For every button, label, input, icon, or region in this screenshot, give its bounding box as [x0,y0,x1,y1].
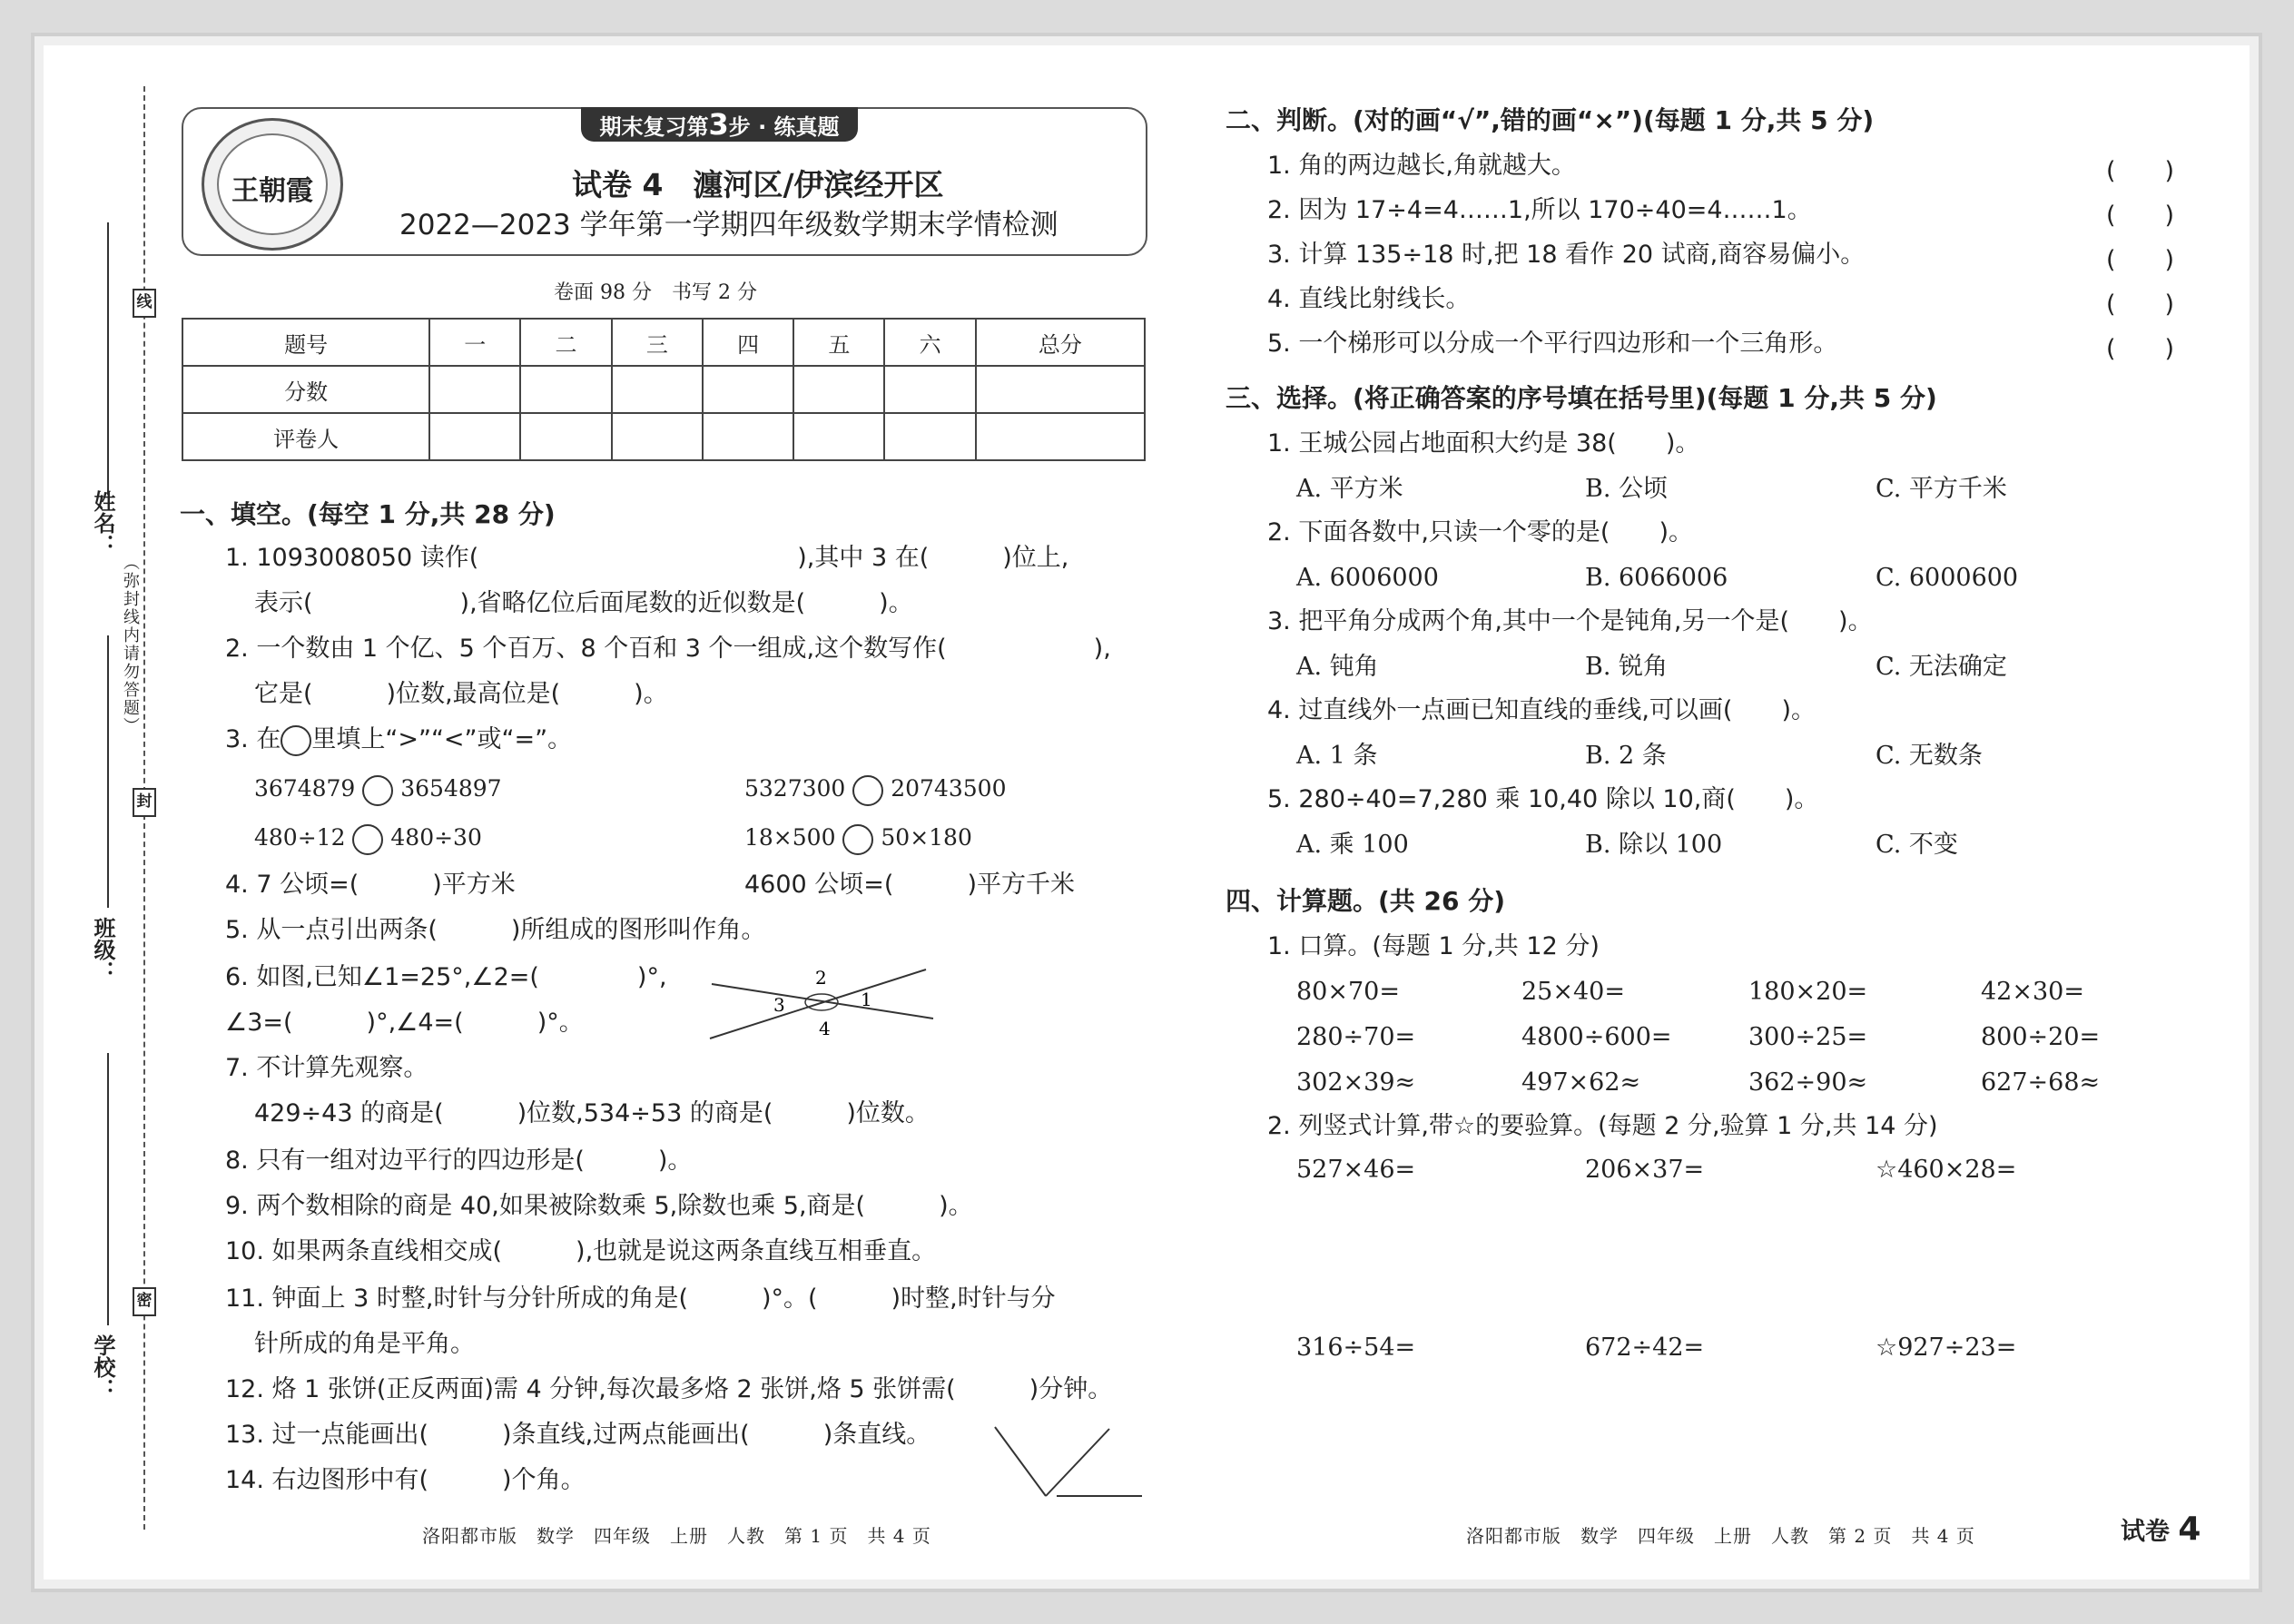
section-3-title: 三、选择。(将正确答案的序号填在括号里)(每题 1 分,共 5 分) [1226,383,1937,413]
q3-compare-a: 3674879 3654897 [254,773,502,806]
choice-question: 3. 把平角分成两个角,其中一个是钝角,另一个是( )。 [1267,607,1873,635]
q2-line2: 它是( )位数,最高位是( )。 [254,680,668,708]
vertical-calc-item: 316÷54= [1296,1334,1416,1362]
score-row-label: 评卷人 [182,413,429,460]
oral-item: 25×40= [1521,978,1625,1006]
choice-option[interactable]: C. 无数条 [1876,742,1983,770]
oral-item: 80×70= [1296,978,1400,1006]
oral-item: 362÷90≈ [1748,1068,1868,1097]
judge-item: 1. 角的两边越长,角就越大。 [1267,152,1576,180]
q3-compare-b: 5327300 20743500 [744,773,1007,806]
q5: 5. 从一点引出两条( )所组成的图形叫作角。 [225,916,766,944]
score-cell[interactable] [429,366,520,413]
logo-text: 王朝霞 [231,175,313,207]
binding-mark-seal: 封 [133,788,156,817]
compare-circle-icon[interactable] [842,824,873,855]
footer-right: 洛阳都市版 数学 四年级 上册 人教 第 2 页 共 4 页 [1466,1525,1975,1547]
score-header: 五 [793,319,884,366]
paper-title: 试卷 4 瀍河区/伊滨经开区 [572,167,944,202]
choice-option[interactable]: A. 钝角 [1296,653,1379,681]
choice-option[interactable]: C. 6000600 [1876,564,2019,592]
oral-item: 42×30= [1981,978,2084,1006]
judge-item: 2. 因为 17÷4=4……1,所以 170÷40=4……1。 [1267,196,1812,224]
q1-line2: 表示( ),省略亿位后面尾数的近似数是( )。 [254,589,913,617]
brand-logo [202,118,343,251]
choice-option[interactable]: C. 无法确定 [1876,653,2007,681]
q6-line1: 6. 如图,已知∠1=25°,∠2=( )°, [225,963,667,991]
angle-label-1: 1 [861,989,872,1010]
answer-paren[interactable]: ( ) [2106,246,2175,274]
class-label: 班级： [90,917,115,982]
vertical-calc-item: ☆927÷23= [1876,1334,2017,1362]
oral-item: 300÷25= [1748,1023,1868,1051]
oral-item: 180×20= [1748,978,1868,1006]
q7-line: 429÷43 的商是( )位数,534÷53 的商是( )位数。 [254,1099,930,1127]
score-table [182,318,1146,461]
compare-circle-icon[interactable] [362,775,393,806]
angle-figure-ray-a [995,1427,1046,1496]
q7-title: 7. 不计算先观察。 [225,1054,428,1082]
q4-part-a: 4. 7 公顷=( )平方米 [225,871,516,899]
q6-line2: ∠3=( )°,∠4=( )°。 [225,1009,584,1037]
judge-item: 4. 直线比射线长。 [1267,285,1471,313]
judge-item: 5. 一个梯形可以分成一个平行四边形和一个三角形。 [1267,330,1838,358]
q9: 9. 两个数相除的商是 40,如果被除数乘 5,除数也乘 5,商是( )。 [225,1192,973,1220]
vertical-calc-item: 206×37= [1585,1156,1705,1184]
score-cell[interactable] [520,366,611,413]
grader-cell[interactable] [976,413,1145,460]
school-label: 学校： [90,1334,115,1400]
score-cell[interactable] [884,366,975,413]
grader-cell[interactable] [612,413,703,460]
compare-circle-icon[interactable] [352,824,383,855]
score-row-label: 分数 [182,366,429,413]
choice-option[interactable]: B. 锐角 [1585,653,1669,681]
q12: 12. 烙 1 张饼(正反两面)需 4 分钟,每次最多烙 2 张饼,烙 5 张饼需( )分钟。 [225,1375,1113,1403]
choice-question: 1. 王城公园占地面积大约是 38( )。 [1267,429,1700,458]
answer-paren[interactable]: ( ) [2106,290,2175,319]
score-header: 一 [429,319,520,366]
angle-label-4: 4 [819,1018,831,1039]
q11-line2: 针所成的角是平角。 [254,1330,475,1358]
grader-cell[interactable] [793,413,884,460]
angle-label-2: 2 [815,967,827,989]
choice-question: 4. 过直线外一点画已知直线的垂线,可以画( )。 [1267,696,1816,724]
score-header: 三 [612,319,703,366]
compare-circle-icon[interactable] [852,775,883,806]
grader-cell[interactable] [520,413,611,460]
score-header: 四 [703,319,793,366]
score-cell[interactable] [976,366,1145,413]
answer-paren[interactable]: ( ) [2106,202,2175,230]
angle-figure-ray-b [1046,1429,1109,1496]
school-blank-line [107,1053,109,1325]
vertical-calc-item: 672÷42= [1585,1334,1705,1362]
choice-option[interactable]: A. 6006000 [1296,564,1439,592]
name-blank-line [107,222,109,495]
score-header: 六 [884,319,975,366]
choice-option[interactable]: B. 2 条 [1585,742,1667,770]
paper-subtitle: 2022—2023 学年第一学期四年级数学期末学情检测 [399,209,1058,241]
choice-option[interactable]: B. 6066006 [1585,564,1728,592]
review-banner: 期末复习第3步 · 练真题 [581,107,858,142]
grader-cell[interactable] [429,413,520,460]
oral-item: 302×39≈ [1296,1068,1416,1097]
figure-line-b [712,984,933,1019]
oral-item: 800÷20= [1981,1023,2101,1051]
choice-option[interactable]: B. 除以 100 [1585,831,1723,859]
choice-option[interactable]: C. 平方千米 [1876,475,2007,503]
q11-line1: 11. 钟面上 3 时整,时针与分针所成的角是( )°。( )时整,时针与分 [225,1284,1056,1313]
intersecting-lines-figure [708,964,944,1044]
score-header: 二 [520,319,611,366]
q3-compare-c: 480÷12 480÷30 [254,822,482,855]
choice-option[interactable]: A. 平方米 [1296,475,1403,503]
section-4-title: 四、计算题。(共 26 分) [1226,886,1506,916]
angle-label-3: 3 [773,994,785,1016]
vertical-calc-item: ☆460×28= [1876,1156,2017,1184]
judge-item: 3. 计算 135÷18 时,把 18 看作 20 试商,商容易偏小。 [1267,241,1866,269]
score-header: 题号 [182,319,429,366]
section-1-title: 一、填空。(每空 1 分,共 28 分) [180,499,556,529]
q8: 8. 只有一组对边平行的四边形是( )。 [225,1147,693,1175]
oral-item: 627÷68≈ [1981,1068,2101,1097]
binding-mark-secret: 密 [133,1287,156,1316]
choice-option[interactable]: C. 不变 [1876,831,1958,859]
oral-title: 1. 口算。(每题 1 分,共 12 分) [1267,932,1600,960]
q4-part-b: 4600 公顷=( )平方千米 [744,871,1075,899]
footer-left: 洛阳都市版 数学 四年级 上册 人教 第 1 页 共 4 页 [422,1525,931,1547]
paper-number-tag: 试卷 4 [2121,1511,2201,1548]
score-cell[interactable] [703,366,793,413]
score-info: 卷面 98 分 书写 2 分 [554,281,757,304]
answer-paren[interactable]: ( ) [2106,335,2175,363]
choice-option[interactable]: A. 1 条 [1296,742,1378,770]
q2-line1: 2. 一个数由 1 个亿、5 个百万、8 个百和 3 个一组成,这个数写作( ), [225,635,1111,663]
choice-question: 5. 280÷40=7,280 乘 10,40 除以 10,商( )。 [1267,785,1819,813]
score-cell[interactable] [612,366,703,413]
section-2-title: 二、判断。(对的画“√”,错的画“×”)(每题 1 分,共 5 分) [1226,105,1875,135]
vertical-calc-title: 2. 列竖式计算,带☆的要验算。(每题 2 分,验算 1 分,共 14 分) [1267,1112,1938,1140]
grader-cell[interactable] [884,413,975,460]
oral-item: 497×62≈ [1521,1068,1641,1097]
class-blank-line [107,635,109,908]
answer-paren[interactable]: ( ) [2106,157,2175,185]
name-label: 姓名： [90,490,115,556]
choice-question: 2. 下面各数中,只读一个零的是( )。 [1267,518,1693,546]
choice-option[interactable]: A. 乘 100 [1296,831,1409,859]
oral-item: 280÷70= [1296,1023,1416,1051]
grader-cell[interactable] [703,413,793,460]
binding-note: （弥封线内请勿答题） [121,554,140,735]
score-header: 总分 [976,319,1145,366]
angle-figure [989,1423,1153,1500]
q3-title: 3. 在 里填上“>”“<”或“=”。 [225,724,572,756]
q10: 10. 如果两条直线相交成( ),也就是说这两条直线互相垂直。 [225,1237,937,1265]
binding-mark-line: 线 [133,289,156,318]
compare-circle-icon [281,725,311,756]
oral-item: 4800÷600= [1521,1023,1672,1051]
vertical-calc-item: 527×46= [1296,1156,1416,1184]
q3-compare-d: 18×500 50×180 [744,822,972,855]
choice-option[interactable]: B. 公顷 [1585,475,1669,503]
q14: 14. 右边图形中有( )个角。 [225,1466,586,1494]
q1-line1: 1. 1093008050 读作( ),其中 3 在( )位上, [225,544,1069,572]
q13: 13. 过一点能画出( )条直线,过两点能画出( )条直线。 [225,1421,931,1449]
score-cell[interactable] [793,366,884,413]
